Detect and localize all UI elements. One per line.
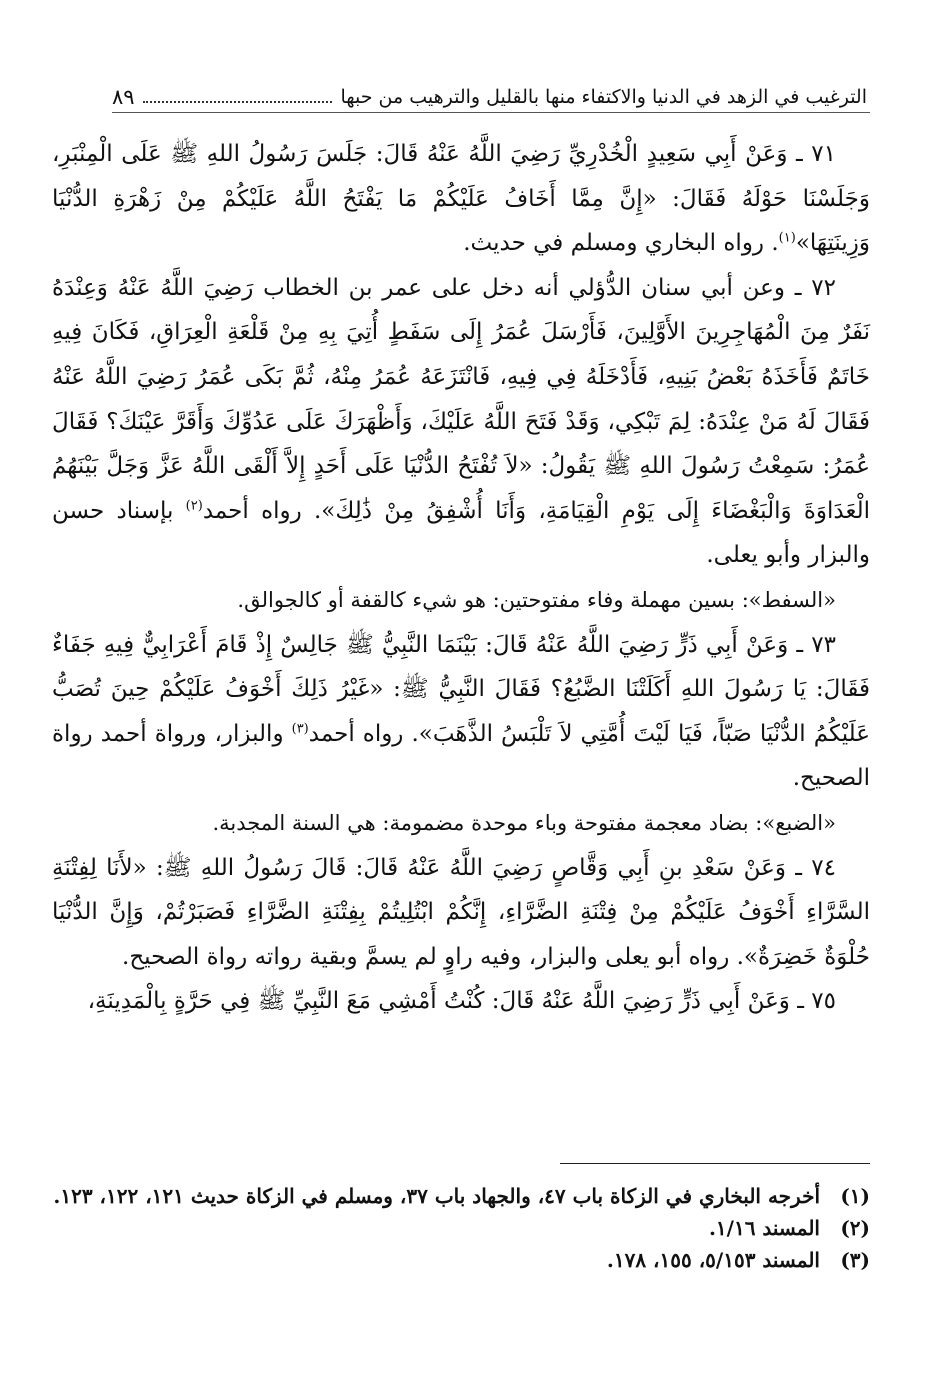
hadith-73 [52,623,870,801]
footnote-text: أخرجه البخاري في الزكاة باب ٤٧، والجهاد باب ٣٧، ومسلم في الزكاة حديث ١٢١، ١٢٢، ١٢٣. [53,1184,820,1208]
hadith-72-source: بإسناد حسن والبزار وأبو يعلى. [52,497,870,569]
header-rule [112,112,870,113]
leader-dots [143,91,333,103]
footnote-2 [52,1212,870,1244]
hadith-74: ٧٤ ـ وَعَنْ سَعْدِ بنِ أَبِي وَقَّاصٍ رَضِيَ اللَّهُ عَنْهُ قَالَ: قَالَ رَسُولُ اللهِ ﷺ: «لأَنَا لِفِتْنَةِ السَّرَّاءِ أَخْوَفُ عَلَيْكُمْ مِنْ فِتْنَةِ الضَّرَّاءِ، إِنَّكُمْ ابْتُلِيتُمْ بِفِتْنَةِ الضَّرَّاءِ فَصَبَرْتُمْ، وَإِنَّ الدُّنْيَا حُلْوَةٌ خَضِرَةٌ». رواه أبو يعلى والبزار، وفيه راوٍ لم يسمَّ وبقية رواته رواة الصحيح. [52,854,870,970]
footnote-ref-2[interactable]: (٢) [185,498,203,514]
footnotes [52,1180,870,1276]
hadith-71-text: ٧١ ـ وَعَنْ أَبِي سَعِيدٍ الْخُدْرِيِّ رَضِيَ اللَّهُ عَنْهُ قَالَ: جَلَسَ رَسُولُ اللهِ ﷺ عَلَى الْمِنْبَرِ، وَجَلَسْنَا حَوْلَهُ فَقَالَ: «إِنَّ مِمَّا أَخَافُ عَلَيْكُمْ مَا يَفْتَحُ اللَّهُ عَلَيْكُمْ مِنْ زَهْرَةِ الدُّنْيَا وَزِينَتِهَا» [52,141,870,257]
footnote-mark: (١) [840,1184,870,1208]
main-text [52,132,870,1024]
footnote-mark: (٣) [840,1248,870,1272]
footnote-3 [52,1244,870,1276]
hadith-75: ٧٥ ـ وَعَنْ أَبِي ذَرٍّ رَضِيَ اللَّهُ عَنْهُ قَالَ: كُنْتُ أَمْشِي مَعَ النَّبِيِّ ﷺ فِي حَرَّةٍ بِالْمَدِينَةِ، [87,988,836,1015]
footnote-mark: (٢) [840,1216,870,1240]
running-header [112,82,867,112]
footnote-ref-1[interactable]: (١) [778,230,796,246]
running-title: الترغيب في الزهد في الدنيا والاكتفاء منها بالقليل والترهيب من حبها [340,86,867,108]
footnote-ref-3[interactable]: (٣) [291,721,309,737]
footnote-1 [52,1180,870,1212]
hadith-73-text: ٧٣ ـ وَعَنْ أَبِي ذَرٍّ رَضِيَ اللَّهُ عَنْهُ قَالَ: بَيْنَمَا النَّبِيُّ ﷺ جَالِسٌ إِذْ قَامَ أَعْرَابِيٌّ فِيهِ جَفَاءٌ فَقَالَ: يَا رَسُولَ اللهِ أَكَلَتْنَا الضَّبُعُ؟ فَقَالَ النَّبِيُّ ﷺ: «غَيْرُ ذَلِكَ أَخْوَفُ عَلَيْكُمْ حِينَ تُصَبُّ عَلَيْكُمُ الدُّنْيَا صَبّاً، فَيَا لَيْتَ أُمَّتِي لاَ تَلْبَسُ الذَّهَبَ». رواه أحمد [52,631,871,747]
hadith-71 [52,132,870,266]
footnote-text: المسند ١/١٦. [708,1216,820,1240]
gloss-dabu: «الضبع»: بضاد معجمة مفتوحة وباء موحدة مضمومة: هي السنة المجدبة. [212,810,836,835]
hadith-71-source: . رواه البخاري ومسلم في حديث. [463,230,779,257]
hadith-73-source: والبزار، ورواة أحمد رواة الصحيح. [52,720,870,792]
footnote-separator [560,1163,870,1164]
page-number: ٨٩ [112,85,135,109]
hadith-72 [52,266,870,578]
gloss-saft: «السفط»: بسين مهملة وفاء مفتوحتين: هو شيء كالقفة أو كالجوالق. [237,587,836,612]
hadith-72-text: ٧٢ ـ وعن أبي سنان الدُّؤلي أنه دخل على عمر بن الخطاب رَضِيَ اللَّهُ عَنْهُ وَعِنْدَهُ نَفَرٌ مِنَ الْمُهَاجِرِينَ الأَوَّلِينَ، فَأَرْسَلَ عُمَرُ إِلَى سَفَطٍ أُتِيَ بِهِ مِنْ قَلْعَةِ الْعِرَاقِ، فَكَانَ فِيهِ خَاتَمٌ فَأَخَذَهُ بَعْضُ بَنِيهِ، فَأَدْخَلَهُ فِي فِيهِ، فَانْتَزَعَهُ عُمَرُ مِنْهُ، ثُمَّ بَكَى عُمَرُ رَضِيَ اللَّهُ عَنْهُ فَقَالَ لَهُ مَنْ عِنْدَهُ: لِمَ تَبْكِي، وَقَدْ فَتَحَ اللَّهُ عَلَيْكَ، وَأَظْهَرَكَ عَلَى عَدُوِّكَ وَأَقَرَّ عَيْنَكَ؟ فَقَالَ عُمَرُ: سَمِعْتُ رَسُولَ اللهِ ﷺ يَقُولُ: «لاَ تُفْتَحُ الدُّنْيَا عَلَى أَحَدٍ إِلاَّ أَلْقَى اللَّهُ عَزَّ وَجَلَّ بَيْنَهُمُ الْعَدَاوَةَ وَالْبَغْضَاءَ إِلَى يَوْمِ الْقِيَامَةِ، وَأَنَا أُشْفِقُ مِنْ ذَٰلِكَ». رواه أحمد [52,274,870,524]
footnote-text: المسند ٥/١٥٣، ١٥٥، ١٧٨. [606,1248,820,1272]
